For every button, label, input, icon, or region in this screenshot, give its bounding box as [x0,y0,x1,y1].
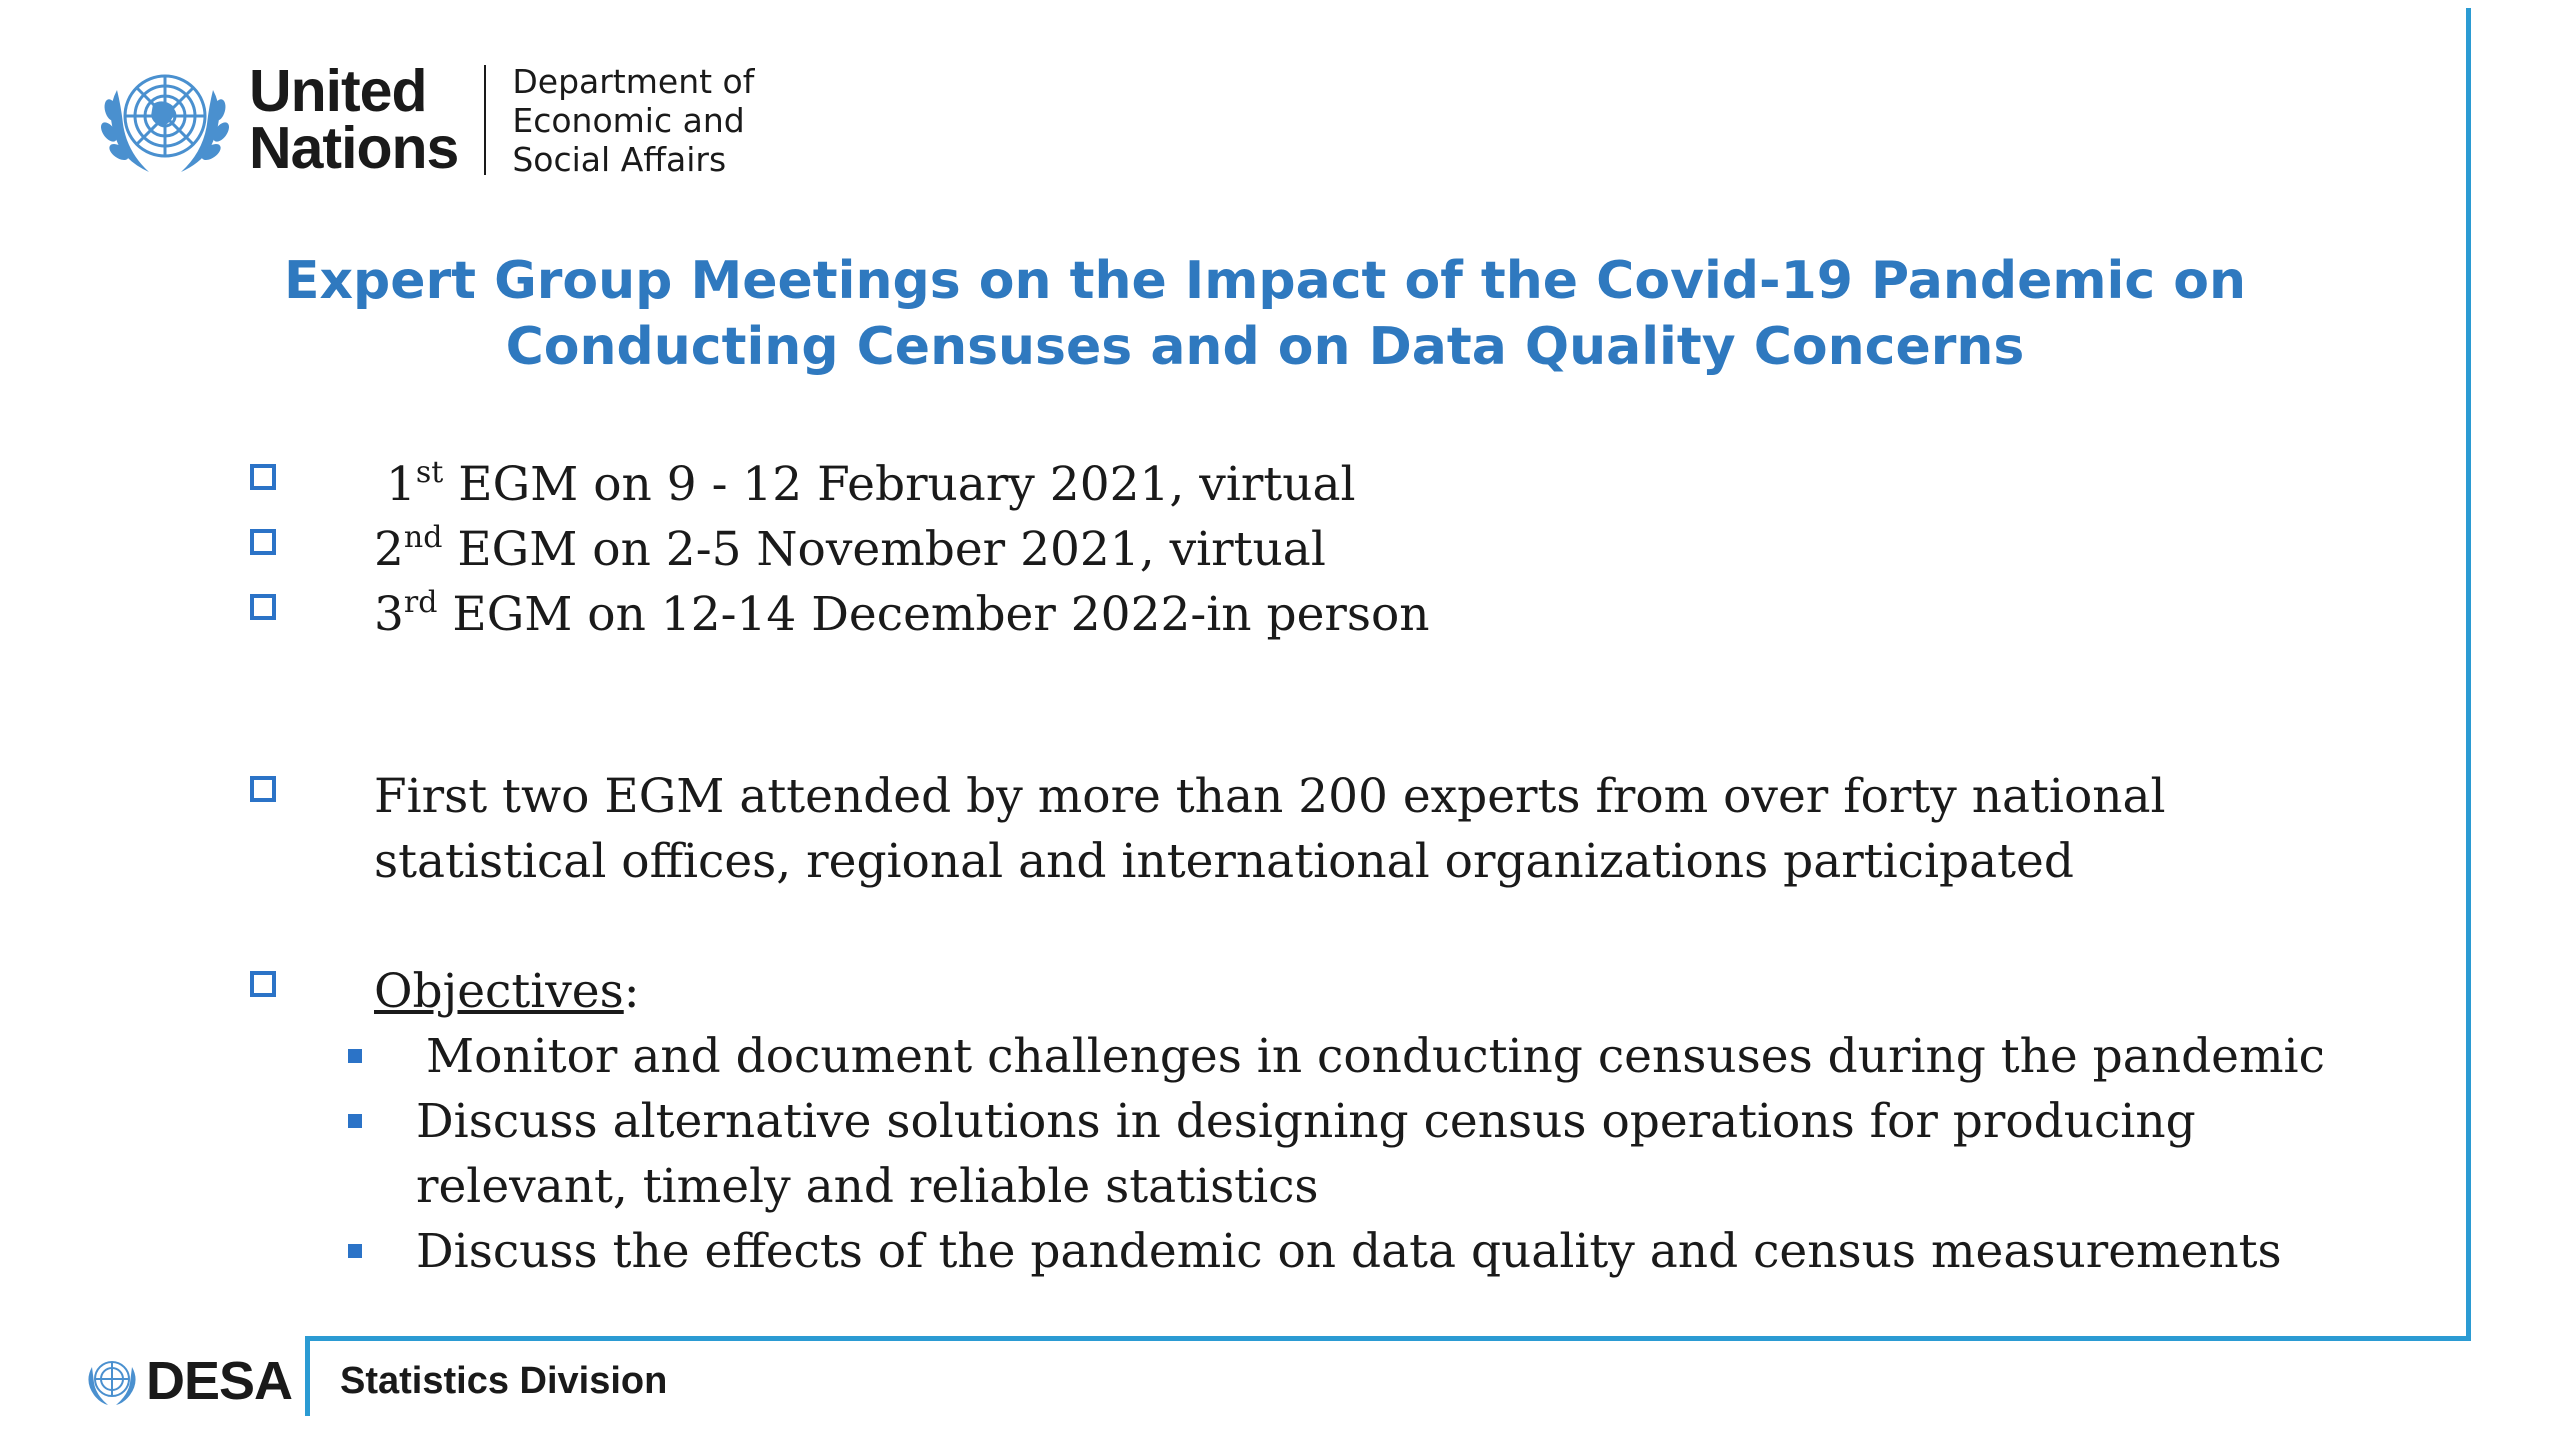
square-bullet-icon [348,1049,362,1063]
meeting-text: 2nd EGM on 2-5 November 2021, virtual [374,520,1326,577]
objective-text: Discuss alternative solutions in designing census operations for producing relevant, timely and reliable statistics [416,1094,2196,1214]
checkbox-icon [250,594,282,626]
meeting-item [250,582,1430,647]
objectives-heading: Objectives: [374,964,640,1019]
attendance-item [250,764,2404,894]
org-line-2: Nations [249,115,459,181]
checkbox-icon [250,529,282,561]
square-bullet-icon [348,1244,362,1258]
objective-item [348,1024,2325,1089]
footer-logo [84,1350,292,1412]
meeting-text: 3rd EGM on 12-14 December 2022-in person [374,585,1430,642]
un-emblem-small-icon [84,1355,140,1407]
dept-line-2: Economic and [512,100,745,140]
meeting-item [250,517,1326,582]
desa-wordmark: DESA [146,1351,293,1411]
org-line-1: United [249,58,427,124]
meeting-item [250,452,1356,517]
objective-item [348,1089,2296,1219]
objective-item [348,1219,2282,1284]
footer-division-name: Statistics Division [340,1360,668,1402]
attendance-text: First two EGM attended by more than 200 experts from over forty national statistical offices, regional and international organizations participated [374,769,2166,889]
objective-text: Monitor and document challenges in conducting censuses during the pandemic [426,1029,2325,1084]
slide-title: Expert Group Meetings on the Impact of the Covid-19 Pandemic on Conducting Censuses and on Data Quality Concerns [283,251,2247,377]
dept-line-1: Department of [512,61,755,101]
dept-line-3: Social Affairs [512,139,727,179]
checkbox-icon [250,776,282,808]
checkbox-icon [250,464,282,496]
objectives-label: Objectives [374,964,624,1019]
objectives-item [250,959,640,1024]
meeting-text: 1st EGM on 9 - 12 February 2021, virtual [386,455,1356,512]
square-bullet-icon [348,1114,362,1128]
checkbox-icon [250,971,282,1003]
objective-text: Discuss the effects of the pandemic on data quality and census measurements [416,1224,2282,1279]
